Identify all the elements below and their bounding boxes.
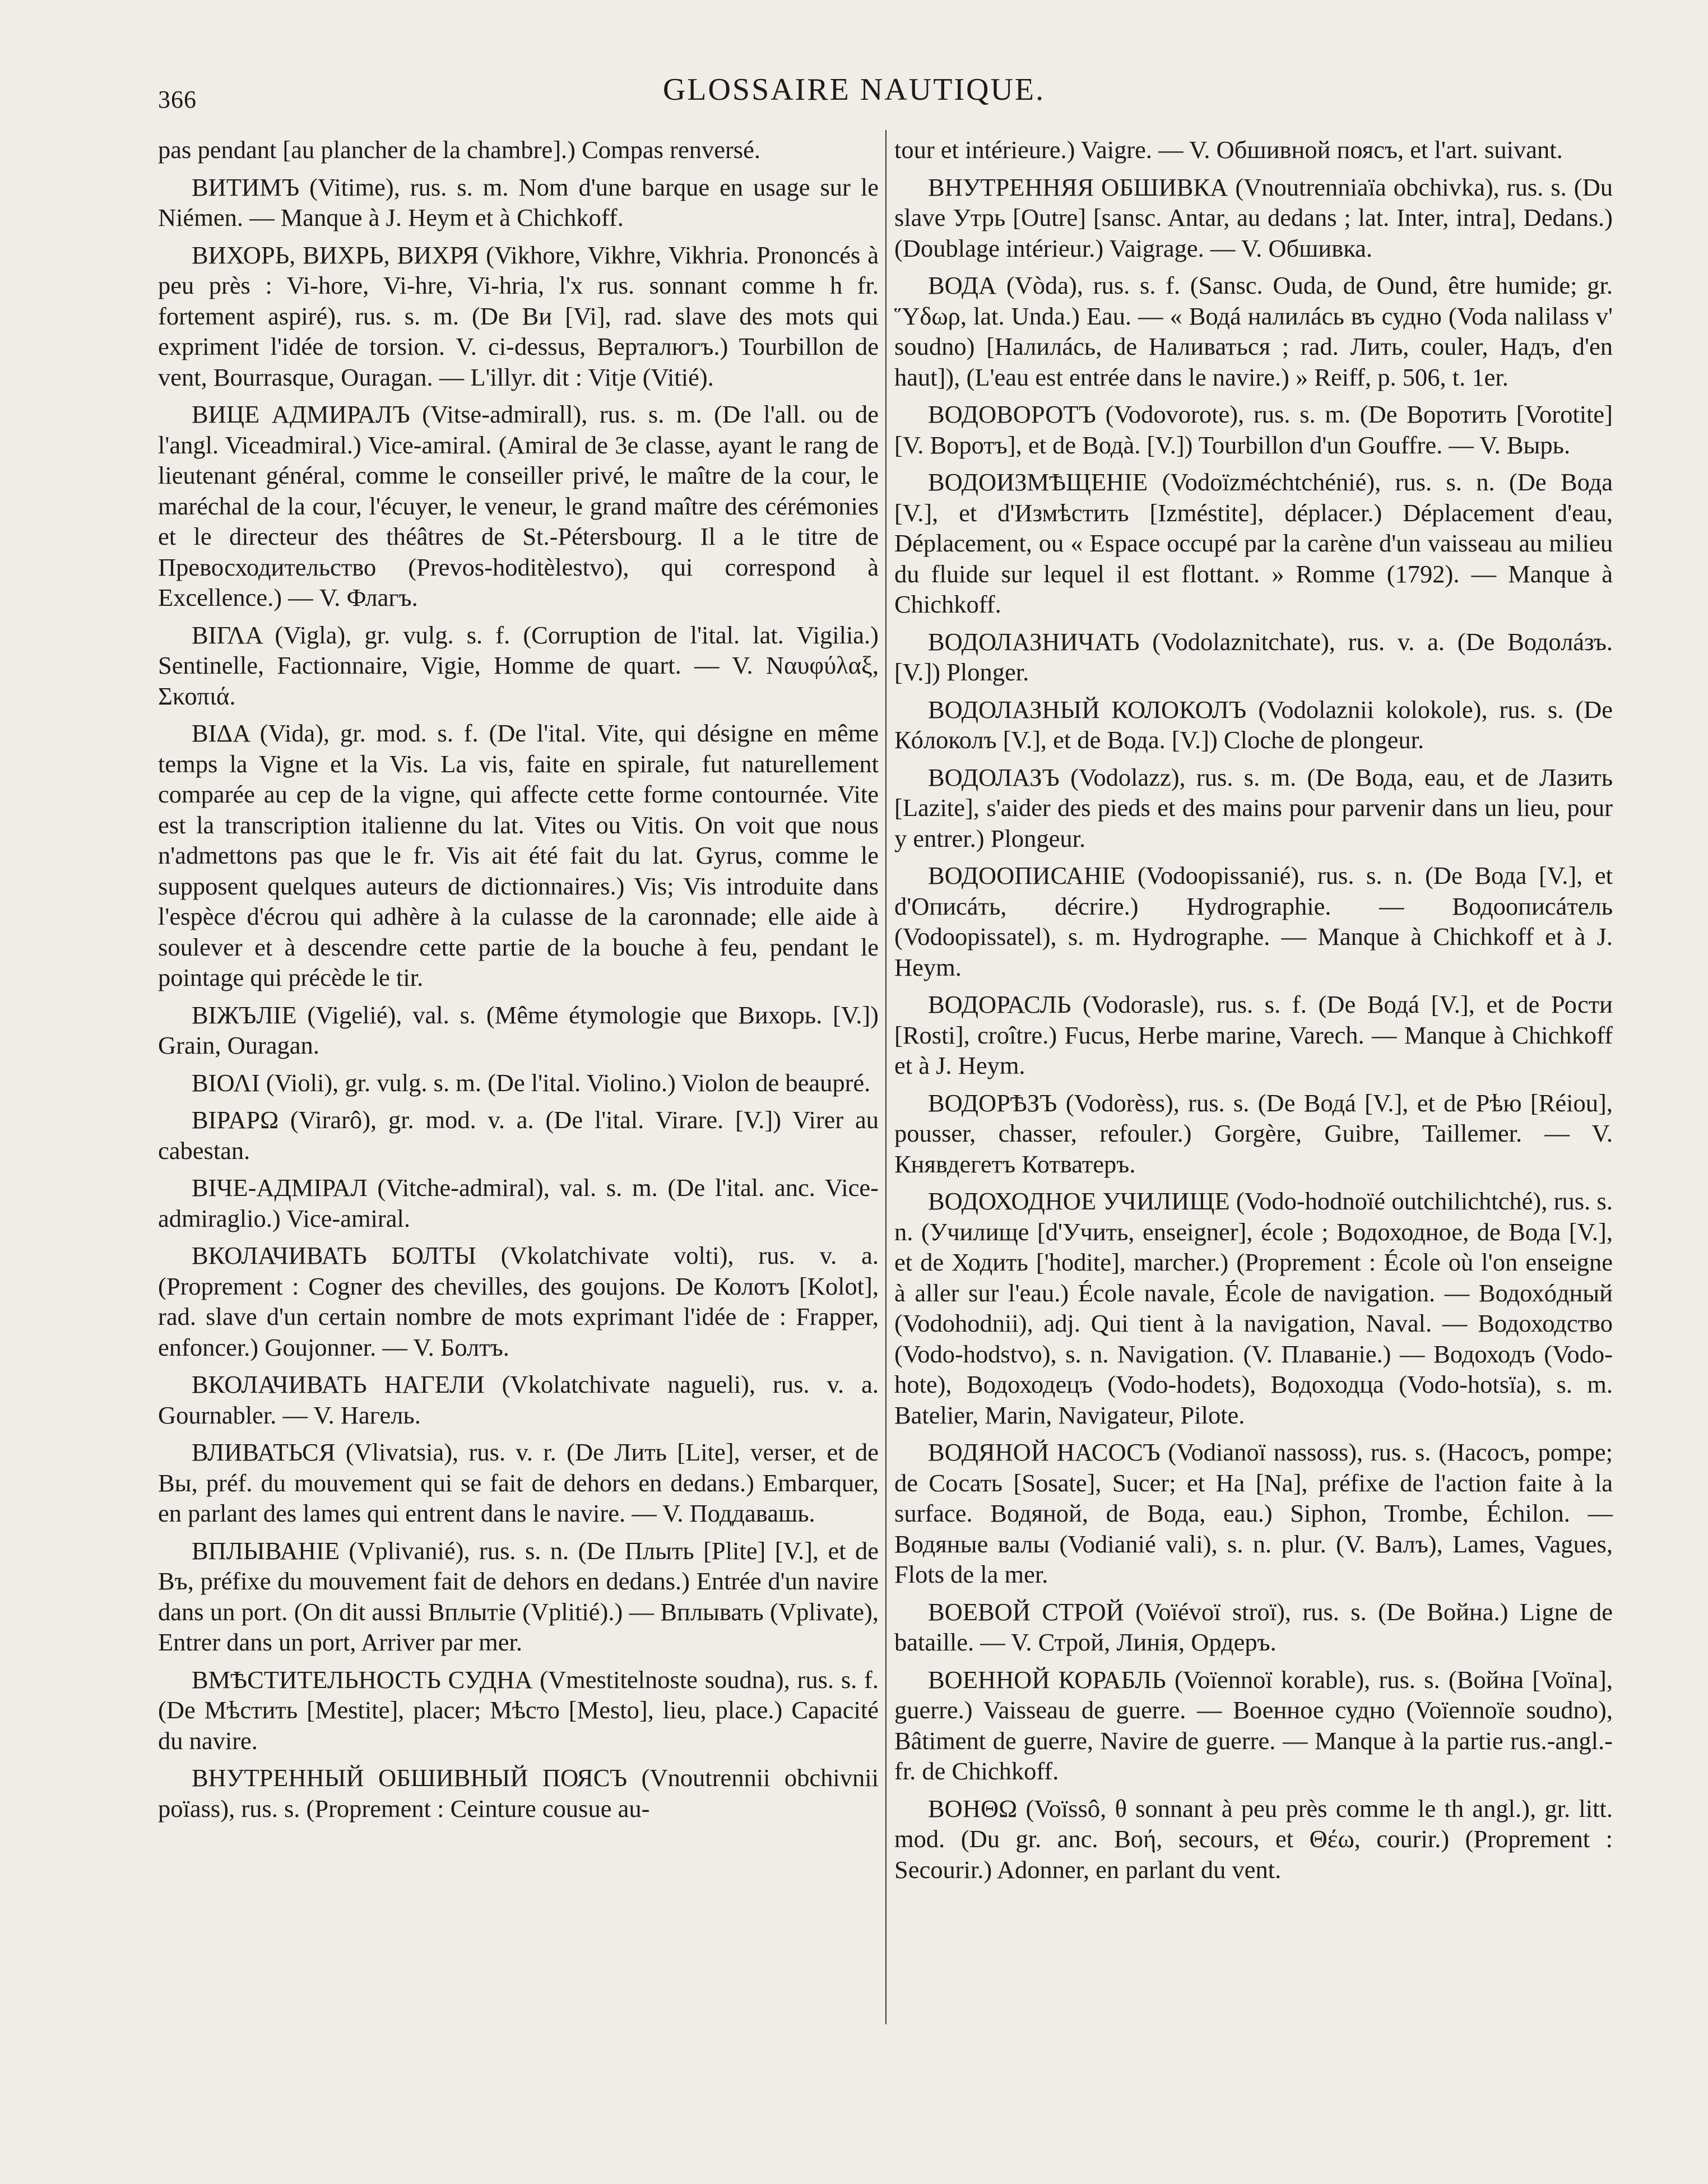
right-entry-10: ВОДОРѢЗЪ (Vodorèss), rus. s. (De Водá [V.], et de Рѣю [Réiou], pousser, chasser, refouler.) Gorgère, Guibre, Taillemer. — V. Княвдегетъ Котватеръ. [894,1088,1613,1178]
left-entry-15: ВНУТРЕННЫЙ ОБШИВНЫЙ ПОЯСЪ (Vnoutrennii obchivnii poïass), rus. s. (Proprement : Ceinture cousue au- [158,1764,879,1823]
left-entry-11: ВКОЛАЧИВАТЬ НАГЕЛИ (Vkolatchivate nagueli), rus. v. a. Gournabler. — V. Нагель. [158,1370,879,1429]
left-entry-6: ВІЖЪЛІЕ (Vigelié), val. s. (Même étymologie que Вихорь. [V.]) Grain, Ouragan. [158,1000,879,1059]
right-entry-0: tour et intérieure.) Vaigre. — V. Обшивной поясъ, et l'art. suivant. [894,136,1563,164]
column-divider [885,130,887,2024]
left-entry-14: ВМѢСТИТЕЛЬНОСТЬ СУДНА (Vmestitelnoste soudna), rus. s. f. (De Мѣстить [Mestite], placer; Мѣсто [Mesto], lieu, place.) Capacité du navire. [158,1665,879,1755]
right-entry-8: ВОДООПИСАНІЕ (Vodoopissanié), rus. s. n. (De Вода [V.], et d'Описáть, décrire.) Hydrographie. — Водоописáтель (Vodoopissatel), s. m. Hydrographe. — Manque à Chichkoff et à J. Heym. [894,861,1613,981]
left-entry-1: ВИТИМЪ (Vitime), rus. s. m. Nom d'une barque en usage sur le Niémen. — Manque à J. Heym et à Chichkoff. [158,173,879,231]
left-entry-2: ВИХОРЬ, ВИХРЬ, ВИХРЯ (Vikhore, Vikhre, Vikhria. Prononcés à peu près : Vi-hore, Vi-hre, Vi-hria, l'x rus. sonnant comme h fr. fortement aspiré), rus. s. m. (De Ви [Vi], rad. slave des mots qui expriment l'idée de torsion. V. ci-dessus, Верталюгъ.) Tourbillon de vent, Bourrasque, Ouragan. — L'illyr. dit : Vitje (Vitié). [158,240,879,391]
right-entry-1: ВНУТРЕННЯЯ ОБШИВКА (Vnoutrenniaïa obchivka), rus. s. (Du slave Утрь [Outre] [sansc. Antar, au dedans ; lat. Inter, intra], Dedans.) (Doublage intérieur.) Vaigrage. — V. Обшивка. [894,173,1613,262]
left-entry-13: ВПЛЫВАНІЕ (Vplivanié), rus. s. n. (De Плыть [Plite] [V.], et de Въ, préfixe du mouvement fait de dehors en dedans.) Entrée d'un navire dans un port. (On dit aussi Вплытіе (Vplitié).) — Вплывать (Vplivate), Entrer dans un port, Arriver par mer. [158,1536,879,1656]
running-head: GLOSSAIRE NAUTIQUE. [662,72,1046,107]
right-entry-2: ВОДА (Vòda), rus. s. f. (Sansc. Ouda, de Ound, être humide; gr. Ὕδωρ, lat. Unda.) Eau. — « Водá налилáсь въ судно (Voda nalilass v' soudno) [Налилáсь, de Наливаться ; rad. Лить, couler, Надъ, d'en haut]), (L'eau est entrée dans le navire.) » Reiff, p. 506, t. 1er. [894,271,1613,391]
left-entry-7: ΒΙΟΛΙ (Violi), gr. vulg. s. m. (De l'ital. Violino.) Violon de beaupré. [192,1068,871,1097]
right-entry-11: ВОДОХОДНОЕ УЧИЛИЩЕ (Vodo-hodnoïé outchilichtché), rus. s. n. (Училище [d'Учить, enseigner], école ; Водоходное, de Вода [V.], et de Ходить ['hodite], marcher.) (Proprement : École où l'on enseigne à aller sur l'eau.) École navale, École de navigation. — Водохóдный (Vodohodnii), adj. Qui tient à la navigation, Naval. — Водоходство (Vodo-hodstvo), s. n. Navigation. (V. Плаваніе.) — Водоходъ (Vodo-hote), Водоходецъ (Vodo-hodets), Водоходца (Vodo-hotsïa), s. m. Batelier, Marin, Navigateur, Pilote. [894,1187,1613,1429]
right-entry-3: ВОДОВОРОТЪ (Vodovorote), rus. s. m. (De Воротить [Vorotite] [V. Воротъ], et de Водà. [V.]) Tourbillon d'un Gouffre. — V. Вырь. [894,400,1613,459]
right-entry-14: ВОЕННОЙ КОРАБЛЬ (Voïennoï korable), rus. s. (Война [Voïna], guerre.) Vaisseau de guerre. — Военное судно (Voïennoïe soudno), Bâtiment de guerre, Navire de guerre. — Manque à la partie rus.-angl.-fr. de Chichkoff. [894,1665,1613,1785]
left-entry-0: pas pendant [au plancher de la chambre].) Compas renversé. [158,136,760,164]
page-number: 366 [158,86,197,113]
right-entry-12: ВОДЯНОЙ НАСОСЪ (Vodianoï nassoss), rus. s. (Насосъ, pompe; de Сосать [Sosate], Sucer; et На [Na], préfixe de l'action faite à la surface. Водяной, de Вода, eau.) Siphon, Trombe, Échilon. — Водяные валы (Vodianié vali), s. n. plur. (V. Валъ), Lames, Vagues, Flots de la mer. [894,1438,1613,1588]
left-entry-3: ВИЦЕ АДМИРАЛЪ (Vitse-admirall), rus. s. m. (De l'all. ou de l'angl. Viceadmiral.) Vice-amiral. (Amiral de 3e classe, ayant le rang de lieutenant général, comme le conseiller privé, le maître de la cour, le maréchal de la cour, l'écuyer, le veneur, le grand maître des cérémonies et le directeur des théâtres de St.-Pétersbourg. Il a le titre de Превосходительство (Prevos-hoditèlestvo), qui correspond à Excellence.) — V. Флагъ. [158,400,879,611]
left-entry-10: ВКОЛАЧИВАТЬ БОЛТЫ (Vkolatchivate volti), rus. v. a. (Proprement : Cogner des chevilles, des goujons. De Колотъ [Kolot], rad. slave d'un certain nombre de mots exprimant l'idée de : Frapper, enfoncer.) Goujonner. — V. Болтъ. [158,1241,879,1361]
left-entry-9: ВІЧЕ-АДМІРАЛ (Vitche-admiral), val. s. m. (De l'ital. anc. Vice-admiraglio.) Vice-amiral. [158,1174,879,1232]
left-column [158,135,879,1830]
left-entry-12: ВЛИВАТЬСЯ (Vlivatsia), rus. v. r. (De Лить [Lite], verser, et de Вы, préf. du mouvement qui se fait de dehors en dedans.) Embarquer, en parlant des lames qui entrent dans le navire. — V. Поддавашь. [158,1438,879,1527]
left-entry-8: ΒΙΡΑΡΩ (Virarô), gr. mod. v. a. (De l'ital. Virare. [V.]) Virer au cabestan. [158,1106,879,1165]
right-column [894,135,1613,1891]
right-entry-7: ВОДОЛАЗЪ (Vodolazz), rus. s. m. (De Вода, eau, et de Лазить [Lazite], s'aider des pieds et des mains pour parvenir dans un lieu, pour y entrer.) Plongeur. [894,763,1613,852]
right-entry-15: ΒΟΗΘΩ (Voïssô, θ sonnant à peu près comme le th angl.), gr. litt. mod. (Du gr. anc. Βοή, secours, et Θέω, courir.) (Proprement : Secourir.) Adonner, en parlant du vent. [894,1794,1613,1884]
right-entry-9: ВОДОРАСЛЬ (Vodorasle), rus. s. f. (De Водá [V.], et de Рости [Rosti], croître.) Fucus, Herbe marine, Varech. — Manque à Chichkoff et à J. Heym. [894,990,1613,1079]
right-entry-6: ВОДОЛАЗНЫЙ КОЛОКОЛЪ (Vodolaznii kolokole), rus. s. (De Кóлоколъ [V.], et de Вода. [V.]) Cloche de plongeur. [894,695,1613,754]
left-entry-4: ΒΙΓΛΑ (Vigla), gr. vulg. s. f. (Corruption de l'ital. lat. Vigilia.) Sentinelle, Factionnaire, Vigie, Homme de quart. — V. Ναυφύλαξ, Σκοπιά. [158,620,879,710]
right-entry-5: ВОДОЛАЗНИЧАТЬ (Vodolaznitchate), rus. v. a. (De Водолáзъ. [V.]) Plonger. [894,627,1613,686]
right-entry-4: ВОДОИЗМѢЩЕНІЕ (Vodoïzméchtchénié), rus. s. n. (De Вода [V.], et d'Измѣстить [Izméstite], déplacer.) Déplacement d'eau, Déplacement, ou « Espace occupé par la carène d'un vaisseau au milieu du fluide sur lequel il est flottant. » Romme (1792). — Manque à Chichkoff. [894,468,1613,618]
left-entry-5: ΒΙΔΑ (Vida), gr. mod. s. f. (De l'ital. Vite, qui désigne en même temps la Vigne et la Vis. La vis, faite en spirale, fut naturellement comparée au cep de la vigne, qui affecte cette forme contournée. Vite est la transcription italienne du lat. Vites ou Vitis. On voit que nous n'admettons pas que le fr. Vis ait été fait du lat. Gyrus, comme le supposent quelques auteurs de dictionnaires.) Vis; Vis introduite dans l'espèce d'écrou qui adhère à la culasse de la caronnade; elle aide à soulever et à descendre cette partie de la bouche à feu, pendant le pointage qui précède le tir. [158,719,879,991]
right-entry-13: ВОЕВОЙ СТРОЙ (Voïévoï stroï), rus. s. (De Война.) Ligne de bataille. — V. Строй, Линія, Ордеръ. [894,1597,1613,1656]
